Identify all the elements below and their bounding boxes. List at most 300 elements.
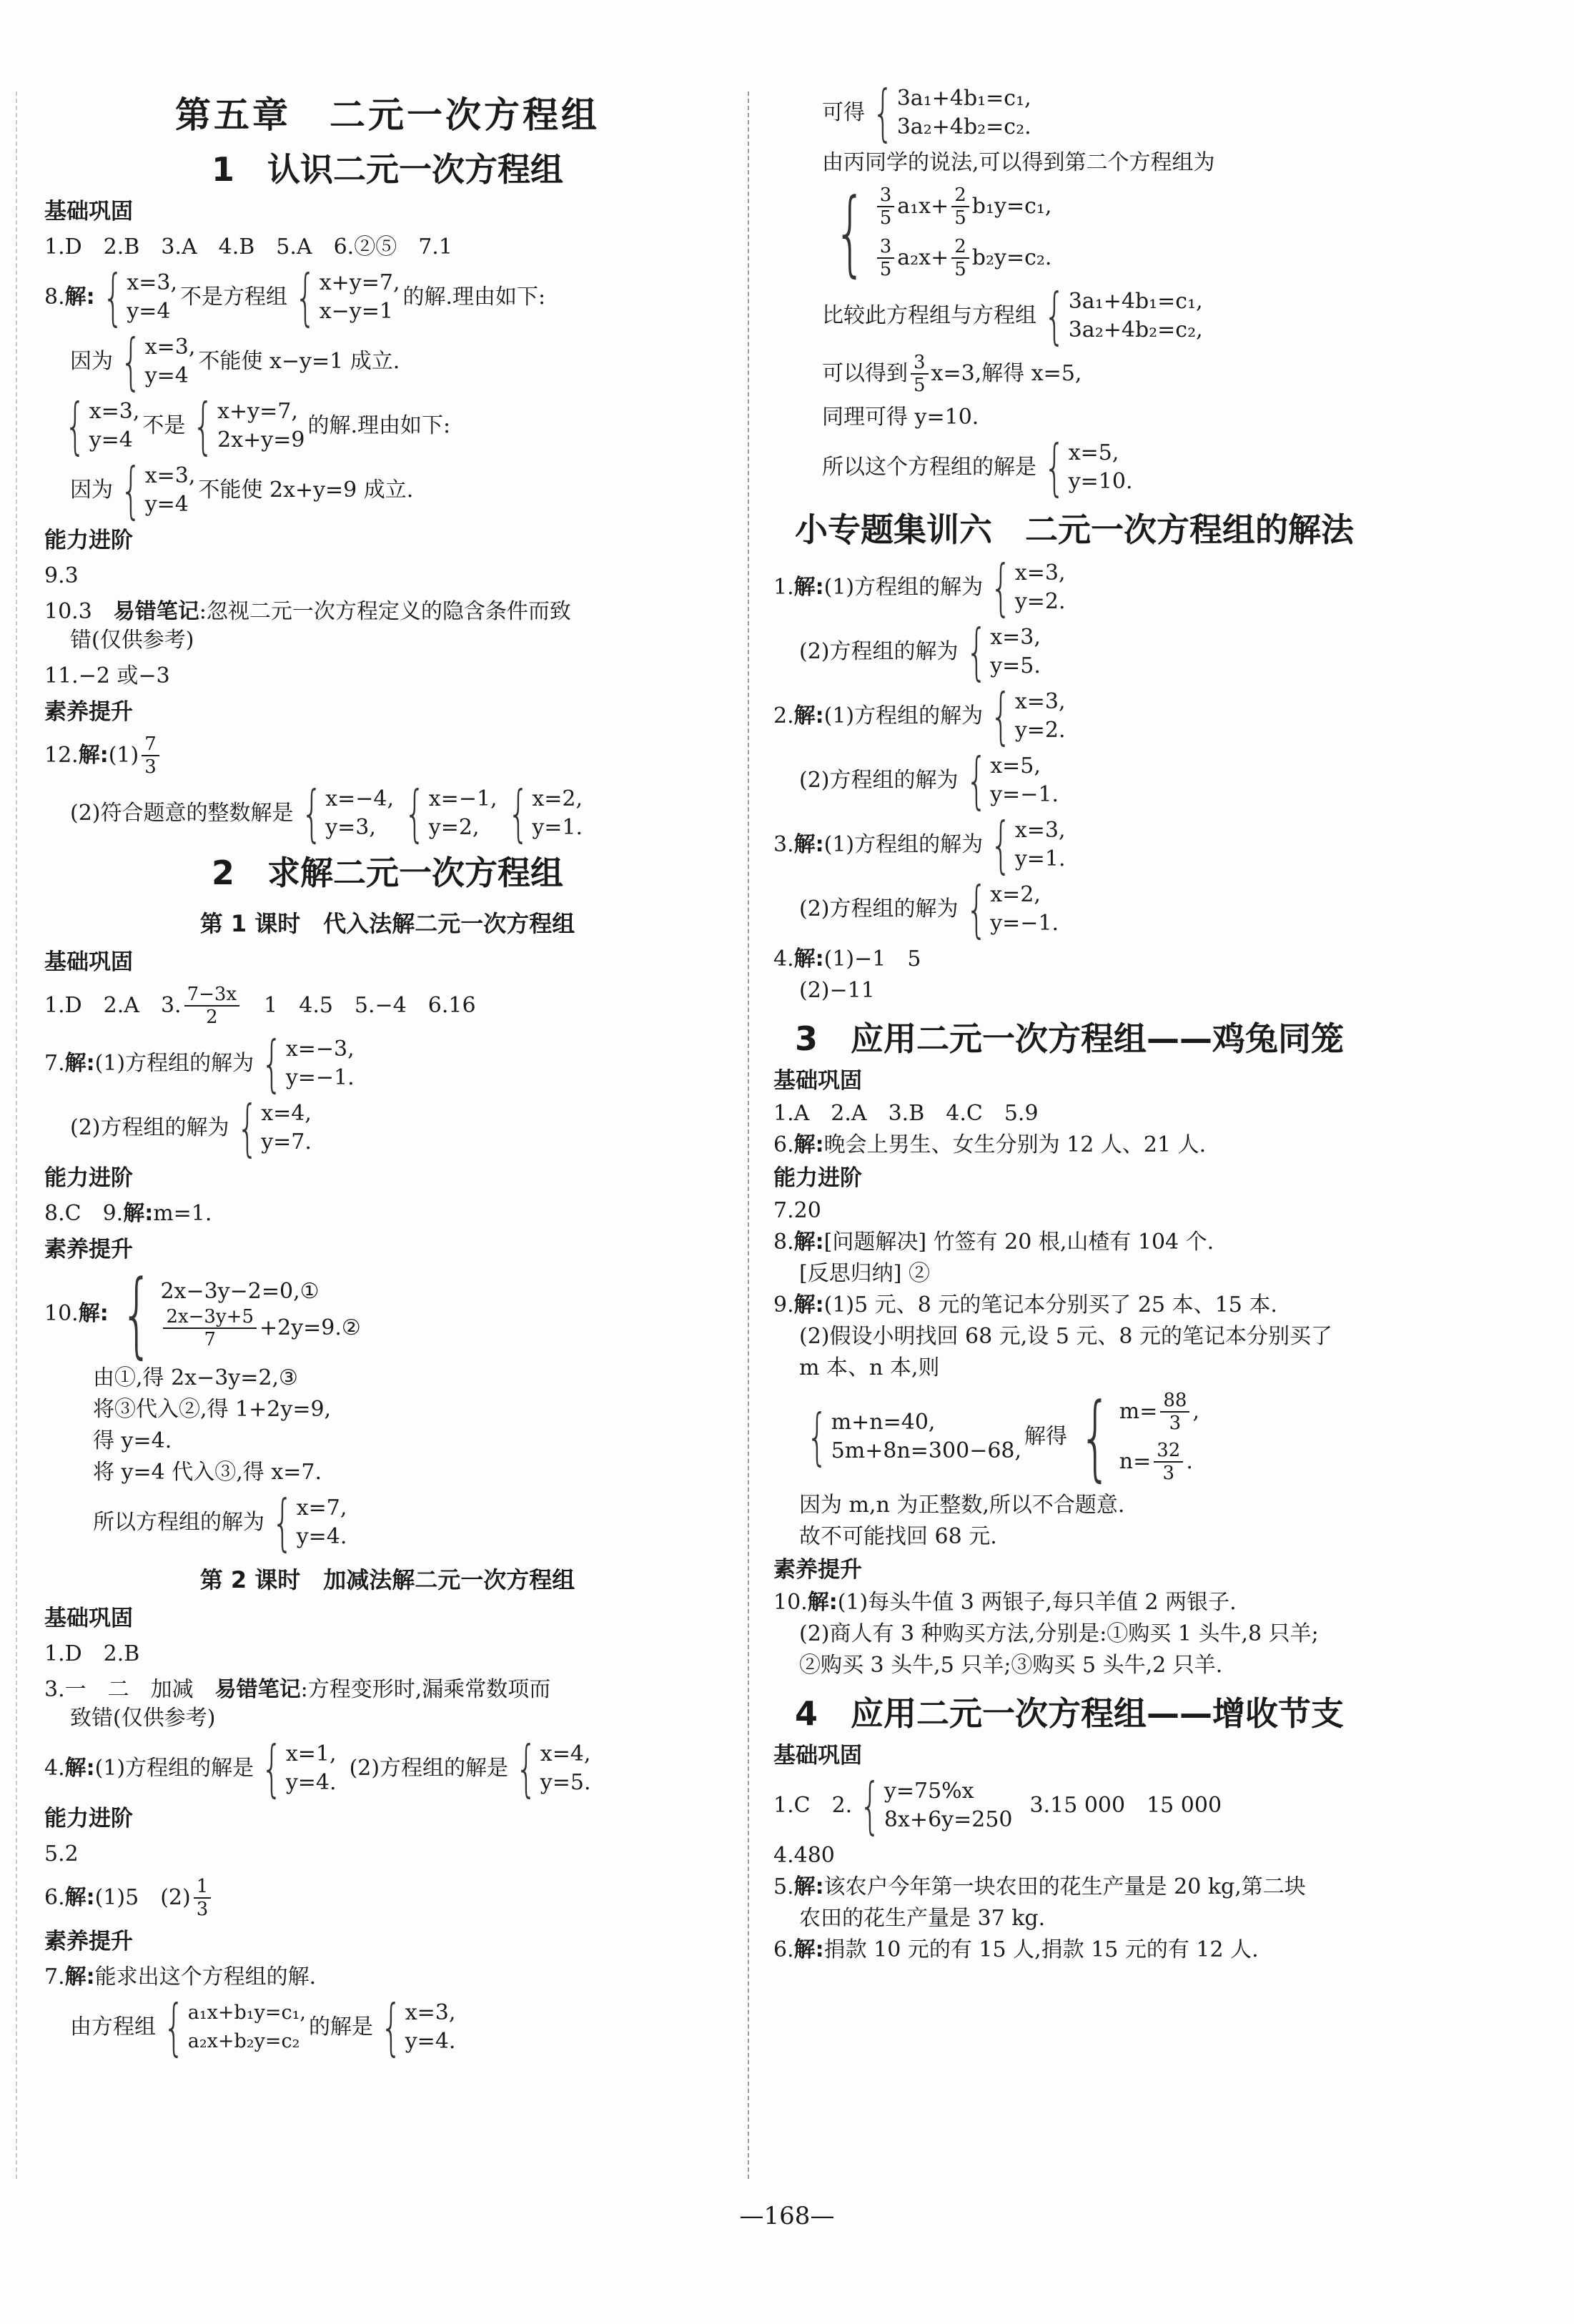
jie-label: 解: xyxy=(793,1292,824,1317)
text: 1.D 2.A 3. xyxy=(44,993,182,1018)
answer-line xyxy=(773,1770,1538,1841)
equation-system: { m+n=40, 5m+8n=300−68, xyxy=(806,1401,1022,1473)
sys-row: y=75%x xyxy=(883,1779,974,1804)
sys-row: x=5, xyxy=(1068,440,1119,465)
answer-line: 同理可得 y=10. xyxy=(822,405,979,430)
text: 可得 xyxy=(822,100,865,125)
answer-q10 xyxy=(44,1260,731,1368)
sys-row: y=1. xyxy=(532,815,583,840)
text: :忽视二元一次方程定义的隐含条件而致 xyxy=(199,599,571,624)
answer-line: 由①,得 2x−3y=2,③ xyxy=(93,1365,298,1390)
q-num: 8. xyxy=(44,285,65,310)
answer-line: 4.480 xyxy=(773,1843,835,1868)
answer-q6 xyxy=(44,1876,731,1920)
q-num: 7. xyxy=(44,1051,65,1076)
answer-line xyxy=(44,598,731,626)
text: (1)方程组的解为 xyxy=(94,1051,254,1076)
sys-row: y=7. xyxy=(261,1129,312,1154)
fraction xyxy=(1154,1440,1183,1484)
text: (2)方程组的解是 xyxy=(349,1756,509,1781)
sys-row: x=3, xyxy=(89,399,140,424)
sys-row: x=−1, xyxy=(428,786,498,811)
answer-line xyxy=(773,616,1538,688)
sys-row: x=−3, xyxy=(285,1037,355,1062)
text: (1)方程组的解为 xyxy=(823,703,984,728)
sys-row: x=1, xyxy=(285,1741,337,1766)
answer-line xyxy=(773,178,1538,287)
text: 该农户今年第一块农田的花生产量是 20 kg,第二块 xyxy=(823,1874,1306,1899)
text: 不能使 2x+y=9 成立. xyxy=(198,478,414,503)
jie-label: 解: xyxy=(793,1132,824,1157)
answer-q8 xyxy=(44,262,731,333)
answer-line xyxy=(44,778,731,849)
answer-line: 因为 m,n 为正整数,所以不合题意. xyxy=(799,1493,1125,1518)
text: (1)方程组的解为 xyxy=(823,832,984,857)
answer-line: [反思归纳] ② xyxy=(799,1261,930,1286)
q-num: 12. xyxy=(44,743,79,768)
q-num: 10. xyxy=(44,1301,79,1326)
sys-row: x=3, xyxy=(405,2000,456,2025)
equation-system: { x=4, y=7. xyxy=(236,1092,312,1164)
jie-label: 解: xyxy=(793,1230,824,1255)
text: 1 4.5 5.−4 6.16 xyxy=(242,993,476,1018)
equation-system: { x=−3, y=−1. xyxy=(261,1028,355,1099)
sys-row: x=2, xyxy=(532,786,583,811)
sys-row: y=4 xyxy=(144,363,189,388)
fraction xyxy=(1160,1390,1189,1434)
text: 捐款 10 元的有 15 人,捐款 15 元的有 12 人. xyxy=(823,1937,1259,1962)
jie-label: 解: xyxy=(793,832,824,857)
equation-system: { x=3, y=5. xyxy=(965,616,1041,688)
jie-label: 解: xyxy=(793,703,824,728)
equation-system: { x=−1, y=2, xyxy=(404,778,498,849)
sys-row: y=4 xyxy=(144,492,189,517)
q-num: 10. xyxy=(773,1590,808,1615)
sys-row: x=4, xyxy=(261,1101,312,1126)
q-num: 2. xyxy=(773,703,794,728)
section-2-title: 2 求解二元一次方程组 xyxy=(211,854,563,892)
text: [问题解决] 竹签有 20 根,山楂有 104 个. xyxy=(823,1230,1214,1255)
sys-row: 2x+y=9 xyxy=(217,427,305,453)
answer-line xyxy=(773,280,1538,352)
text: 比较此方程组与方程组 xyxy=(822,303,1036,328)
text: 所以这个方程组的解是 xyxy=(822,455,1036,480)
heading-basic: 基础巩固 xyxy=(44,199,133,224)
text: (1)方程组的解为 xyxy=(823,575,984,600)
jie-label: 解: xyxy=(64,1756,95,1781)
denominator: 5 xyxy=(954,259,966,280)
sys-row: x=3, xyxy=(1014,818,1066,843)
equation-system: { 3a₁+4b₁=c₁, 3a₂+4b₂=c₂, xyxy=(1044,280,1203,352)
equation-system: { x=5, y=−1. xyxy=(965,745,1059,816)
answer-line: 致错(仅供参考) xyxy=(70,1706,216,1731)
equation-system: { x=3, y=4 xyxy=(102,262,178,333)
sys-row: x=3, xyxy=(1014,560,1066,585)
answer-line xyxy=(44,326,731,397)
numerator: 88 xyxy=(1160,1390,1189,1413)
heading-basic: 基础巩固 xyxy=(44,1606,133,1631)
sys-row: x=2, xyxy=(990,882,1041,907)
fraction xyxy=(911,352,929,396)
text: 的解.理由如下: xyxy=(307,413,451,438)
text: (1)5 (2) xyxy=(94,1885,191,1910)
text: :方程变形时,漏乘常数项而 xyxy=(300,1677,551,1702)
note-label: 易错笔记 xyxy=(214,1677,301,1702)
heading-literacy: 素养提升 xyxy=(44,699,133,725)
sys-row: y=5. xyxy=(540,1770,591,1795)
sys-row: a₁x+b₁y=c₁, xyxy=(187,2002,307,2024)
q-num: 4. xyxy=(773,946,794,971)
answer-q7 xyxy=(44,1028,731,1099)
jie-label: 解: xyxy=(64,1885,95,1910)
answer-line xyxy=(44,1963,731,1992)
sys-row: y=2. xyxy=(1014,589,1066,614)
numerator: 3 xyxy=(877,184,895,207)
numerator: 3 xyxy=(877,236,895,259)
answer-line xyxy=(44,1992,731,2063)
fraction xyxy=(142,733,159,778)
text: (1)方程组的解是 xyxy=(94,1756,254,1781)
sys-row: a₂x+b₂y=c₂ xyxy=(187,2030,300,2052)
answer-line: (2)假设小明找回 68 元,设 5 元、8 元的笔记本分别买了 xyxy=(799,1324,1333,1349)
sys-row: m+n=40, xyxy=(831,1410,936,1435)
q-num: 6. xyxy=(44,1885,65,1910)
sys-row: x=7, xyxy=(296,1495,347,1521)
equation-system: { x=4, y=5. xyxy=(515,1733,591,1804)
heading-ability: 能力进阶 xyxy=(44,1806,133,1831)
section-1-title: 1 认识二元一次方程组 xyxy=(211,150,563,189)
sys-row xyxy=(160,1306,360,1350)
answer-line: 5.2 xyxy=(44,1841,79,1866)
chapter-title: 第五章 二元一次方程组 xyxy=(175,94,600,136)
sys-row xyxy=(1119,1440,1199,1484)
answer-line: 1.D 2.B 3.A 4.B 5.A 6.②⑤ 7.1 xyxy=(44,234,452,259)
fraction xyxy=(194,1876,212,1920)
denominator: 3 xyxy=(1162,1463,1175,1484)
answer-line xyxy=(773,1873,1538,1902)
q-num: 6. xyxy=(773,1132,794,1157)
text: 1.C 2. xyxy=(773,1793,853,1818)
q-num: 6. xyxy=(773,1937,794,1962)
equation-system: { 3a₁+4b₁=c₁, 3a₂+4b₂=c₂. xyxy=(872,77,1031,149)
text: (2)符合题意的整数解是 xyxy=(70,801,294,826)
answer-line xyxy=(773,1936,1538,1964)
sys-row: x=3, xyxy=(144,335,196,360)
heading-literacy: 素养提升 xyxy=(44,1929,133,1954)
answer-line xyxy=(44,455,731,526)
heading-basic: 基础巩固 xyxy=(773,1743,862,1769)
answer-line xyxy=(44,1487,731,1558)
equation-system: { $\frac{3}{5}$ a₁x+ $\frac{2}{5}$ b₁y=c₁, $\frac{3}{5}$ a₂x+ $\frac{2}{5}$ b₂y=c₂. xyxy=(833,178,1052,287)
equation-system: { x=3, y=4 xyxy=(64,390,140,462)
text: +2y=9.② xyxy=(259,1315,361,1340)
text: 可以得到 xyxy=(822,361,908,386)
jie-label: 解: xyxy=(123,1201,154,1226)
answer-line xyxy=(773,1291,1538,1320)
right-column xyxy=(773,77,1538,1967)
answer-line xyxy=(44,1092,731,1164)
sys-row: x=3, xyxy=(127,270,178,295)
text: 解得 xyxy=(1024,1424,1068,1449)
equation-system: { x=3, y=4 xyxy=(120,326,196,397)
answer-line: 将 y=4 代入③,得 x=7. xyxy=(93,1460,322,1485)
sys-row: y=−1. xyxy=(990,782,1059,807)
numerator: 32 xyxy=(1154,1440,1183,1463)
text: (1)−1 5 xyxy=(823,946,921,971)
left-column xyxy=(44,92,731,2063)
fraction xyxy=(184,984,240,1028)
text: (2)方程组的解为 xyxy=(799,896,959,921)
answer-line: m 本、n 本,则 xyxy=(799,1355,940,1380)
note-label: 易错笔记 xyxy=(113,599,199,624)
answer-q4 xyxy=(44,1733,731,1804)
denominator: 5 xyxy=(914,375,926,396)
answer-line xyxy=(773,874,1538,945)
answer-line: 9.3 xyxy=(44,563,79,588)
sys-row: 3a₁+4b₁=c₁, xyxy=(1068,289,1203,314)
page-number: —168— xyxy=(739,2202,835,2230)
numerator: 2 xyxy=(951,184,969,207)
answer-line xyxy=(773,1588,1538,1617)
section-3-title: 3 应用二元一次方程组——鸡兔同笼 xyxy=(795,1019,1345,1058)
q-num: 8. xyxy=(773,1230,794,1255)
answer-line: (2)商人有 3 种购买方法,分别是:①购买 1 头牛,8 只羊; xyxy=(799,1621,1319,1646)
sys-row: 5m+8n=300−68, xyxy=(831,1438,1022,1463)
jie-label: 解: xyxy=(64,1964,95,1989)
text: (1)5 元、8 元的笔记本分别买了 25 本、15 本. xyxy=(823,1292,1277,1317)
text: 3.15 000 15 000 xyxy=(1029,1793,1222,1818)
sys-row: x+y=7, xyxy=(319,270,400,295)
heading-ability: 能力进阶 xyxy=(44,1165,133,1191)
text: a₁x+ xyxy=(897,194,949,219)
sys-row: y=4 xyxy=(127,299,171,324)
sys-row: 3a₂+4b₂=c₂. xyxy=(896,114,1031,139)
equation-system: { x=7, y=4. xyxy=(272,1487,347,1558)
fraction xyxy=(877,184,895,229)
text: (1) xyxy=(108,743,139,768)
answer-line xyxy=(44,1676,731,1704)
sys-row: x=4, xyxy=(540,1741,591,1766)
equation-system: { x=1, y=4. xyxy=(261,1733,337,1804)
text: (2)方程组的解为 xyxy=(70,1115,229,1140)
text: (2)方程组的解为 xyxy=(799,639,959,664)
text: a₂x+ xyxy=(897,245,949,270)
fraction xyxy=(951,236,969,280)
sys-row: y=3, xyxy=(325,815,376,840)
sys-row: x=3, xyxy=(990,625,1041,650)
denominator: 3 xyxy=(196,1899,209,1920)
q-num: 9. xyxy=(773,1292,794,1317)
answer-line xyxy=(44,984,731,1028)
answer-t1 xyxy=(773,552,1538,623)
jie-label: 解: xyxy=(78,1301,109,1326)
text: 的解是 xyxy=(309,2014,374,2039)
answer-line xyxy=(773,1228,1538,1257)
lesson-2-title: 第 2 课时 加减法解二元一次方程组 xyxy=(199,1566,575,1593)
q-num: 5. xyxy=(773,1874,794,1899)
q-num: 7. xyxy=(44,1964,65,1989)
text: m= xyxy=(1119,1399,1158,1424)
answer-line: 将③代入②,得 1+2y=9, xyxy=(93,1397,332,1422)
text: 不能使 x−y=1 成立. xyxy=(198,349,400,374)
q-num: 4. xyxy=(44,1756,65,1781)
sys-row: y=5. xyxy=(990,653,1041,678)
answer-line: 农田的花生产量是 37 kg. xyxy=(799,1906,1046,1931)
answer-line xyxy=(773,1383,1538,1491)
sys-row: x=3, xyxy=(144,463,196,488)
fraction xyxy=(877,236,895,280)
q-num: 3. xyxy=(773,832,794,857)
equation-system: { x=2, y=1. xyxy=(507,778,583,849)
answer-line xyxy=(44,390,731,462)
jie-label: 解: xyxy=(807,1590,838,1615)
answer-t4 xyxy=(773,945,1538,974)
fraction xyxy=(163,1306,257,1350)
answer-line: 7.20 xyxy=(773,1198,821,1223)
sys-row: y=4. xyxy=(285,1770,337,1795)
equation-system: { m= $\frac{88}{3}$ , n= $\frac{32}{3}$ . xyxy=(1079,1383,1199,1491)
jie-label: 解: xyxy=(64,285,95,310)
answer-line: 1.A 2.A 3.B 4.C 5.9 xyxy=(773,1101,1039,1126)
numerator: 7−3x xyxy=(184,984,240,1007)
answer-line xyxy=(773,77,1538,149)
sys-row: x+y=7, xyxy=(217,399,298,424)
denominator: 3 xyxy=(1169,1413,1182,1434)
sys-row: 3a₂+4b₂=c₂, xyxy=(1068,317,1203,342)
answer-line: 1.D 2.B xyxy=(44,1641,140,1666)
answer-line: 错(仅供参考) xyxy=(70,628,194,653)
denominator: 3 xyxy=(144,756,157,778)
text: 由方程组 xyxy=(70,2014,156,2039)
answer-line xyxy=(773,1131,1538,1159)
column-divider xyxy=(748,92,749,2179)
jie-label: 解: xyxy=(793,575,824,600)
text: n= xyxy=(1119,1449,1152,1474)
heading-literacy: 素养提升 xyxy=(44,1237,133,1262)
sys-row: x=3, xyxy=(1014,689,1066,714)
equation-system: { x=3, y=4 xyxy=(120,455,196,526)
text: m=1. xyxy=(153,1201,212,1226)
sys-row: y=1. xyxy=(1014,846,1066,871)
denominator: 7 xyxy=(204,1329,216,1350)
sys-row: y=2. xyxy=(1014,718,1066,743)
denominator: 5 xyxy=(954,207,966,229)
text: b₂y=c₂. xyxy=(971,245,1052,270)
sys-row: x=5, xyxy=(990,753,1041,778)
sys-row: y=−1. xyxy=(990,911,1059,936)
text: . xyxy=(1186,1449,1193,1474)
sys-row: x=−4, xyxy=(325,786,395,811)
q-num: 10.3 xyxy=(44,599,114,624)
section-4-title: 4 应用二元一次方程组——增收节支 xyxy=(795,1694,1345,1733)
numerator: 2 xyxy=(951,236,969,259)
equation-system: { x=5, y=10. xyxy=(1044,432,1133,503)
sys-row: x−y=1 xyxy=(319,299,393,324)
answer-t2 xyxy=(773,681,1538,752)
equation-system: { x+y=7, 2x+y=9 xyxy=(192,390,305,462)
equation-system: { x=3, y=2. xyxy=(990,681,1066,752)
answer-line: 得 y=4. xyxy=(93,1428,172,1453)
answer-t3 xyxy=(773,809,1538,881)
text: 能求出这个方程组的解. xyxy=(94,1964,317,1989)
equation-system: { x=3, y=1. xyxy=(990,809,1066,881)
equation-system: { 2x−3y−2=0,① $\frac{2x-3y+5}{7}$ +2y=9.② xyxy=(120,1260,361,1368)
numerator: 3 xyxy=(911,352,929,375)
jie-label: 解: xyxy=(793,1937,824,1962)
sys-row: y=10. xyxy=(1068,469,1133,494)
answer-line xyxy=(44,1200,731,1228)
q-num: 1. xyxy=(773,575,794,600)
denominator: 2 xyxy=(206,1007,218,1028)
sys-row xyxy=(1119,1390,1199,1434)
text: 3.一 二 加减 xyxy=(44,1677,215,1702)
sys-row: 8x+6y=250 xyxy=(883,1807,1013,1832)
answer-line xyxy=(773,745,1538,816)
equation-system: { a₁x+b₁y=c₁, a₂x+b₂y=c₂ xyxy=(163,1992,307,2063)
answer-line: (2)−11 xyxy=(799,978,875,1003)
text: 因为 xyxy=(70,349,113,374)
sys-row: y=2, xyxy=(428,815,480,840)
jie-label: 解: xyxy=(793,946,824,971)
text: 的解.理由如下: xyxy=(402,285,546,310)
numerator: 1 xyxy=(194,1876,212,1899)
text: 不是 xyxy=(142,413,186,438)
text: (2)方程组的解为 xyxy=(799,768,959,793)
equation-system: { x=3, y=4. xyxy=(380,1992,456,2063)
answer-line: 由丙同学的说法,可以得到第二个方程组为 xyxy=(822,150,1215,175)
denominator: 5 xyxy=(879,259,892,280)
answer-q12 xyxy=(44,733,731,778)
text: , xyxy=(1192,1399,1199,1424)
lesson-1-title: 第 1 课时 代入法解二元一次方程组 xyxy=(199,910,575,937)
equation-system: { x=2, y=−1. xyxy=(965,874,1059,945)
answer-line: ②购买 3 头牛,5 只羊;③购买 5 头牛,2 只羊. xyxy=(799,1653,1223,1678)
text: (1)每头牛值 3 两银子,每只羊值 2 两银子. xyxy=(837,1590,1237,1615)
equation-system: { x=−4, y=3, xyxy=(300,778,395,849)
heading-basic: 基础巩固 xyxy=(44,949,133,975)
answer-line xyxy=(773,352,1538,396)
heading-ability: 能力进阶 xyxy=(44,528,133,553)
jie-label: 解: xyxy=(793,1874,824,1899)
heading-literacy: 素养提升 xyxy=(773,1557,862,1583)
sys-row: y=−1. xyxy=(285,1065,355,1090)
text: x=3,解得 x=5, xyxy=(931,361,1082,386)
numerator: 2x−3y+5 xyxy=(163,1306,257,1329)
equation-system: { x=3, y=2. xyxy=(990,552,1066,623)
equation-system: { x+y=7, x−y=1 xyxy=(294,262,400,333)
jie-label: 解: xyxy=(78,743,109,768)
sys-row: y=4 xyxy=(89,427,133,453)
answer-line: 故不可能找回 68 元. xyxy=(799,1524,997,1549)
answer-line: 11.−2 或−3 xyxy=(44,663,170,688)
denominator: 5 xyxy=(879,207,892,229)
topic-6-title: 小专题集训六 二元一次方程组的解法 xyxy=(795,510,1354,549)
numerator: 7 xyxy=(142,733,159,756)
text: 所以方程组的解为 xyxy=(93,1510,264,1535)
sys-row xyxy=(874,184,1052,229)
heading-ability: 能力进阶 xyxy=(773,1165,862,1191)
equation-system: { y=75%x 8x+6y=250 xyxy=(859,1770,1013,1841)
text: b₁y=c₁, xyxy=(971,194,1052,219)
sys-row xyxy=(874,236,1052,280)
sys-row: y=4. xyxy=(405,2029,456,2054)
text: 晚会上男生、女生分别为 12 人、21 人. xyxy=(823,1132,1207,1157)
sys-row: 3a₁+4b₁=c₁, xyxy=(896,86,1031,111)
text: 因为 xyxy=(70,478,113,503)
jie-label: 解: xyxy=(64,1051,95,1076)
answer-line xyxy=(773,432,1538,503)
sys-row: 2x−3y−2=0,① xyxy=(160,1279,320,1304)
